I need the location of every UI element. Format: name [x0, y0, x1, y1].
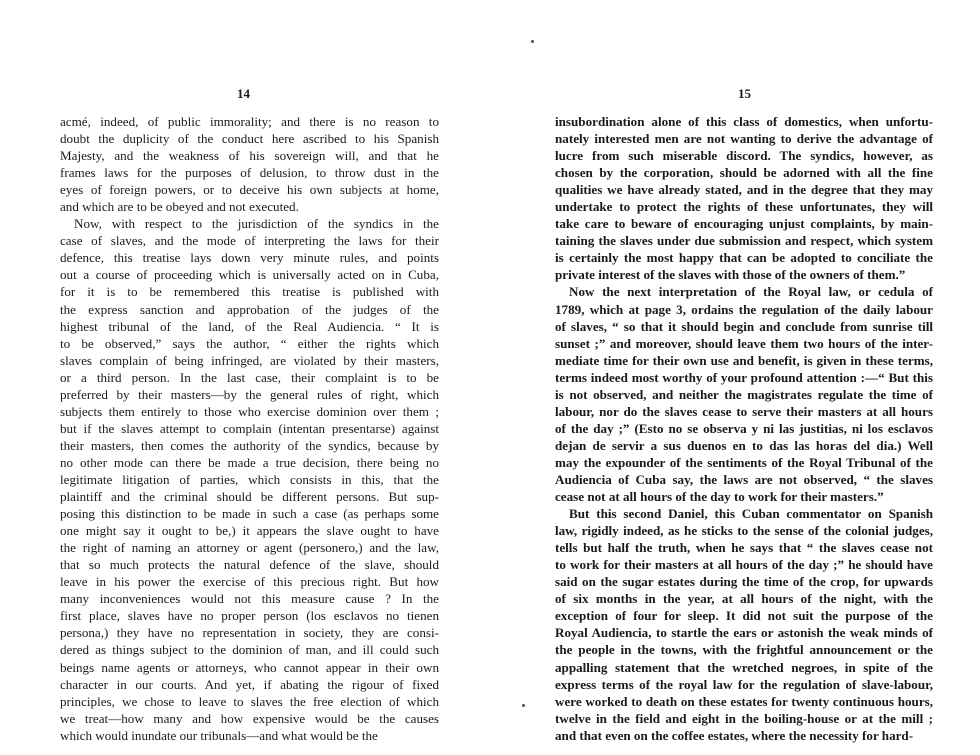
text-line: the people in the towns, with the frightful announcement or the — [555, 642, 933, 658]
text-line: were worked to death on these estates for twenty continuous hours, — [555, 693, 933, 709]
text-line: undertake to protect the rights of these unfortunates, they will — [555, 199, 933, 215]
text-line: terms indeed most worthy of your profound attention :—“ But this — [555, 369, 933, 385]
text-line: is not observed, and neither the magistrates regulate the time of — [555, 386, 933, 402]
text-line: to work for their masters at all hours of the day ;” he should have — [555, 557, 933, 573]
text-line: and that even on the coffee estates, where the necessity for hard- — [555, 727, 914, 743]
text-line: chosen by the corporation, should be adorned with all the fine — [555, 165, 933, 181]
page-number: 14 — [237, 86, 250, 101]
page-body — [555, 113, 933, 744]
text-line: preferred by their masters—by the general rules of right, which — [60, 386, 439, 402]
text-line: qualities we have already stated, and in the degree that they may — [555, 182, 933, 198]
text-line: Royal Audiencia, to startle the ears or astonish the weak minds of — [555, 625, 933, 641]
text-line: posing this distinction to be made in such a case (as perhaps some — [60, 506, 439, 522]
text-line: first place, slaves have no proper person (los esclavos no tienen — [60, 608, 439, 624]
text-line: 1789, which at page 3, ordains the regulation of the daily labour — [555, 301, 933, 317]
text-line: doubt the duplicity of the conduct here ascribed to his Spanish — [60, 131, 439, 147]
text-line: leave in his power the exercise of this precious right. But how — [60, 574, 439, 590]
text-line: insubordination alone of this class of domestics, when unfortu- — [555, 114, 933, 129]
text-line: case of slaves, and the mode of interpreting the laws for their — [60, 233, 439, 249]
text-line: frames laws for the purposes of delusion, to throw dust in the — [60, 165, 439, 181]
text-line: of six months in the year, at all hours of the night, with the — [555, 591, 933, 607]
text-line: law, rigidly indeed, as he sticks to the sense of the colonial judges, — [555, 523, 933, 539]
text-line: or a third person. In the last case, their complaint is to be — [60, 369, 439, 385]
text-line: beings name agents or attorneys, who cannot appear in their own — [60, 659, 439, 675]
text-line: one might say it ought to be,) it appears the slave ought to have — [60, 523, 439, 539]
scan-speck — [531, 40, 534, 43]
text-line: principles, we chose to leave to slaves the free election of which — [60, 693, 439, 709]
text-line: nately interested men are not wanting to derive the advantage of — [555, 131, 933, 147]
text-line: legitimate litigation of parties, which consists in this, that the — [60, 471, 439, 487]
text-line: plaintiff and the criminal should be different persons. But sup- — [60, 489, 439, 505]
text-line: take care to beware of encouraging unjust complaints, by main- — [555, 216, 933, 232]
text-line: but if the slaves attempt to complain (intentan presentarse) against — [60, 420, 439, 436]
text-line: slaves complain of being infringed, are violated by their masters, — [60, 352, 439, 368]
text-line: sunset ;” and moreover, should leave them two hours of the inter- — [555, 335, 933, 351]
text-line: of slaves, “ so that it should begin and conclude from sunrise till — [555, 318, 933, 334]
text-line: taining the slaves under due submission and respect, which system — [555, 233, 933, 249]
text-line: the right of naming an attorney or agent (personero,) and the law, — [60, 540, 439, 556]
page-number: 15 — [738, 86, 751, 101]
text-line: for it is to be remembered this treatise is published with — [60, 284, 439, 300]
text-line: the express sanction and approbation of the judges of the — [60, 301, 439, 317]
text-line: we treat—how many and how expensive would be the causes — [60, 710, 439, 726]
text-line: many inconveniences would not this measure cause ? In the — [60, 591, 439, 607]
text-line: twelve in the field and eight in the boiling-house or at the mill ; — [555, 710, 933, 726]
text-line: persona,) they have no representation in society, they are consi- — [60, 625, 439, 641]
text-line: said on the sugar estates during the time of the crop, for upwards — [555, 574, 933, 590]
text-line: Now the next interpretation of the Royal law, or cedula of — [569, 284, 933, 300]
text-line: to be observed,” says the author, “ either the rights which — [60, 335, 439, 351]
text-line: private interest of the slaves with those of the owners of them.” — [555, 267, 906, 283]
page-body — [60, 113, 439, 744]
text-line: labour, nor do the slaves cease to serve their masters at all hours — [555, 403, 933, 419]
text-line: and which are to be obeyed and not executed. — [60, 199, 299, 215]
text-line: Now, with respect to the jurisdiction of the syndics in the — [74, 216, 439, 232]
text-line: eyes of foreign powers, or to deceive his own subjects at home, — [60, 182, 439, 198]
text-line: out a course of proceeding which is universally acted on in Cuba, — [60, 267, 439, 283]
text-line: But this second Daniel, this Cuban commentator on Spanish — [569, 506, 933, 522]
text-line: character in our courts. And yet, if abating the rigour of fixed — [60, 676, 439, 692]
text-line: dered as things subject to the dominion of man, and ill could such — [60, 642, 439, 658]
text-line: their masters, then comes the authority of the syndics, because by — [60, 437, 439, 453]
text-line: of the day ;” (Esto no se observa y ni las justitias, ni los esclavos — [555, 420, 933, 436]
text-line: exception of four for sleep. It did not suit the purpose of the — [555, 608, 933, 624]
text-line: that so much protects the natural defence of the slave, should — [60, 557, 439, 573]
text-line: mediate time for their own use and benefit, is given in these terms, — [555, 352, 933, 368]
text-line: acmé, indeed, of public immorality; and there is no reason to — [60, 114, 439, 129]
text-line: defence, this treatise lays down very minute rules, and points — [60, 250, 439, 266]
scan-speck — [522, 704, 525, 707]
text-line: no other mode can there be made a true decision, there being no — [60, 454, 439, 470]
text-line: appalling statement that the wretched negroes, in spite of the — [555, 659, 933, 675]
text-line: may the expounder of the sentiments of the Royal Tribunal of the — [555, 454, 933, 470]
text-line: cease not at all hours of the day to work for their masters.” — [555, 489, 884, 505]
text-line: subjects them entirely to those who exercise dominion over them ; — [60, 403, 439, 419]
text-line: dejan de servir a sus duenos en to das las horas del dia.) Well — [555, 437, 933, 453]
text-line: Audiencia of Cuba say, the laws are not observed, “ the slaves — [555, 471, 933, 487]
right-page — [490, 0, 980, 755]
text-line: is certainly the most happy that can be adopted to conciliate the — [555, 250, 933, 266]
text-line: Majesty, and the weakness of his sovereign will, and that he — [60, 148, 439, 164]
text-line: express terms of the royal law for the regulation of slave-labour, — [555, 676, 933, 692]
text-line: highest tribunal of the land, of the Real Audiencia. “ It is — [60, 318, 439, 334]
text-line: lucre from such miserable discord. The syndics, however, as — [555, 148, 933, 164]
text-line: which would inundate our tribunals—and what would be the — [60, 727, 378, 743]
text-line: tells but half the truth, when he says that “ the slaves cease not — [555, 540, 933, 556]
